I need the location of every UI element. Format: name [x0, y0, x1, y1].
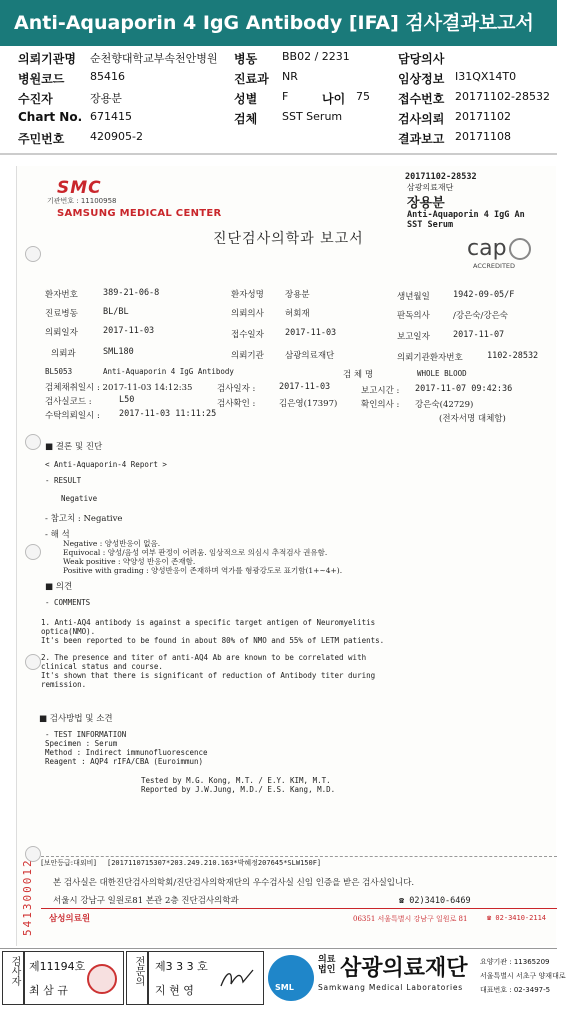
field-label: 생년월일: [397, 292, 430, 302]
label: 임상정보: [398, 72, 445, 86]
field-value: /강은숙/강은숙: [453, 311, 508, 321]
specialist-box: [148, 951, 264, 1005]
report-line: Equivocal : 양성/음성 여부 판정이 어려움. 임상적으로 의심시 추적검사 권유함.: [63, 548, 328, 557]
punch-hole-icon: [25, 544, 41, 560]
specialist-license: 제3 3 3 호: [155, 960, 208, 973]
field-value: 389-21-06-8: [103, 288, 160, 298]
field-value: 삼광의료재단: [285, 351, 335, 361]
field-value: 1102-28532: [487, 351, 539, 361]
label: 접수번호: [398, 92, 445, 106]
field-label: 확인의사 :: [361, 400, 400, 410]
field-label: 보고일자: [397, 332, 430, 342]
field-label: 의뢰기관: [231, 351, 264, 361]
report-line: remission.: [41, 680, 87, 689]
org-english: Samkwang Medical Laboratories: [318, 983, 463, 992]
org-code: 요양기관 : 11365209: [480, 958, 550, 966]
info-row: [0, 50, 557, 68]
section-method: ■ 검사방법 및 소견: [39, 714, 113, 724]
report-line: It's shown that there is significant of reduction of Antibody titer during: [41, 671, 376, 680]
field-label: 검사확인 :: [217, 399, 256, 409]
value: 671415: [90, 110, 132, 123]
field-value: 강은숙(42729): [415, 400, 474, 410]
punch-hole-icon: [25, 654, 41, 670]
value: 20171108: [455, 130, 511, 143]
field-label: 진료병동: [45, 309, 78, 319]
field-value: 장용분: [285, 290, 310, 300]
field-label: 의뢰의사: [231, 309, 264, 319]
field-label: 의뢰기관환자번호: [397, 353, 463, 363]
certification-note: 본 검사실은 대한진단검사의학회/진단검사의학재단의 우수검사실 신임 인증을 받은 검사실입니다.: [53, 878, 415, 888]
value: 20171102-28532: [455, 90, 550, 103]
security-code: [2017110715307*203.249.210.163*박혜정207645*SLW150F]: [107, 859, 322, 867]
label: 병원코드: [18, 72, 65, 86]
info-row: [0, 70, 557, 88]
label: 검사의뢰: [398, 112, 445, 126]
report-line: - 해 석: [45, 530, 70, 540]
divider: [41, 908, 557, 909]
lab-phone: ☎ 02)3410-6469: [399, 896, 471, 906]
punch-hole-icon: [25, 246, 41, 262]
smc-logo: [47, 178, 222, 219]
sml-logo-icon: [268, 955, 314, 1001]
collection-time: 검체채취일시 : 2017-11-03 14:12:35: [45, 383, 193, 393]
label: 병동: [234, 52, 258, 66]
value: 75: [356, 90, 370, 103]
specialist-name: 지 현 영: [155, 984, 194, 997]
reported-by: Reported by J.W.Jung, M.D./ E.S. Kang, M.D.: [141, 785, 336, 794]
field-value: 2017-11-03 11:11:25: [119, 409, 217, 419]
report-line: optica(NMO).: [41, 627, 96, 636]
info-row: [0, 90, 557, 108]
seal-stamp-icon: [87, 964, 117, 994]
punch-hole-icon: [25, 434, 41, 450]
info-row: [0, 110, 557, 128]
value: SST Serum: [282, 110, 343, 123]
value: I31QX14T0: [455, 70, 517, 83]
divider: [41, 856, 557, 857]
report-line: - COMMENTS: [45, 598, 91, 607]
smc-name: SAMSUNG MEDICAL CENTER: [57, 208, 222, 219]
receipt-test: Anti-Aquaporin 4 IgG An: [407, 210, 525, 220]
inspector-box: [24, 951, 124, 1005]
result-value: Negative: [61, 494, 98, 503]
bottom-phone: ☎ 02-3410-2114: [487, 914, 547, 922]
label: 주민번호: [18, 132, 65, 146]
field-label: 수탁의뢰일시 :: [45, 411, 100, 421]
lab-address: 서울시 강남구 일원로81 본관 2층 진단검사의학과: [53, 896, 239, 906]
field-value: 2017-11-07 09:42:36: [415, 384, 513, 394]
info-row: [0, 130, 557, 148]
report-line: - RESULT: [45, 476, 82, 485]
report-title: Anti-Aquaporin 4 IgG Antibody [IFA] 검사결과보고서: [0, 0, 557, 46]
reference-range: - 참고치 : Negative: [45, 514, 123, 524]
inspector-tag: [2, 951, 24, 1005]
org-address: 서울특별시 서초구 양재대로: [480, 972, 566, 980]
section-comments: ■ 의견: [45, 582, 73, 592]
field-value: 2017-11-03: [103, 326, 155, 336]
value: 20171102: [455, 110, 511, 123]
label: Chart No.: [18, 110, 83, 124]
inspector-name: 최 삼 규: [29, 984, 68, 997]
scanned-report: [16, 166, 556, 946]
field-value: 1942-09-05/F: [453, 290, 515, 300]
field-label: 의뢰과: [51, 349, 76, 359]
report-line: Method : Indirect immunofluorescence: [45, 748, 208, 757]
section-conclusion: ■ 결론 및 진단: [45, 442, 103, 452]
label: 나이: [322, 92, 346, 106]
cap-sub: ACCREDITED: [473, 262, 516, 270]
report-line: Weak positive : 약양성 반응이 존재함.: [63, 557, 196, 566]
org-phone: 대표번호 : 02-3497-5: [480, 986, 551, 994]
field-label: 보고시간 :: [361, 386, 400, 396]
field-value: 김은영(17397): [279, 399, 338, 409]
cap-accredited-logo: [467, 236, 547, 272]
bottom-logo: 삼성의료원: [49, 914, 91, 924]
signature-footer: [0, 948, 566, 1009]
cap-mark: cap: [467, 236, 507, 261]
cap-seal-icon: [509, 238, 531, 260]
test-name: Anti-Aquaporin 4 IgG Antibody: [103, 367, 234, 376]
inspector-tag-text: 검사자: [9, 956, 20, 986]
label: 담당의사: [398, 52, 445, 66]
receipt-name: 장용분: [407, 196, 445, 211]
specialist-tag: [126, 951, 148, 1005]
label: 진료과: [234, 72, 269, 86]
document-serial: 541300012: [21, 858, 34, 936]
receipt-org: 삼광의료재단: [407, 183, 454, 192]
esign-note: (전자서명 대체함): [439, 414, 506, 424]
report-line: < Anti-Aquaporin-4 Report >: [45, 460, 167, 469]
value: 420905-2: [90, 130, 143, 143]
label: 의뢰기관명: [18, 52, 76, 66]
test-code: BL5053: [45, 367, 73, 376]
report-line: Positive with grading : 양성반응이 존재하며 역가를 형광강도로 표기함(1+~4+).: [63, 566, 343, 575]
label: 결과보고: [398, 132, 445, 146]
report-line: 1. Anti-AQ4 antibody is against a specific target antigen of Neuromyelitis: [41, 618, 376, 627]
value: BB02 / 2231: [282, 50, 350, 63]
sml-logo-text: SML: [275, 983, 294, 992]
tested-by: Tested by M.G. Kong, M.T. / E.Y. KIM, M.T.: [141, 776, 331, 785]
field-value: BL/BL: [103, 307, 129, 317]
signature-icon: [219, 966, 255, 994]
field-label: 접수일자: [231, 330, 264, 340]
value: NR: [282, 70, 298, 83]
value: F: [282, 90, 289, 103]
institution-number: 기관번호 : 11100958: [47, 197, 117, 205]
field-label: 판독의사: [397, 311, 430, 321]
field-value: 2017-11-07: [453, 330, 505, 340]
field-label: 의뢰일자: [45, 328, 78, 338]
field-label: 검사실코드 :: [45, 397, 92, 407]
field-label: 환자번호: [45, 290, 78, 300]
security-level: [보안등급:대외비]: [41, 859, 97, 867]
patient-info: [0, 50, 557, 150]
field-value: 허회재: [285, 309, 310, 319]
specialist-tag-text: 전문의: [133, 956, 144, 986]
org-prefix: 의료법인: [318, 955, 336, 975]
report-line: Reagent : AQP4 rIFA/CBA (Euroimmun): [45, 757, 204, 766]
label: 성별: [234, 92, 258, 106]
receipt-specimen: SST Serum: [407, 220, 454, 230]
report-heading: 진단검사의학과 보고서: [213, 231, 364, 247]
label: 검체: [234, 112, 258, 126]
org-name: 삼광의료재단: [340, 956, 468, 981]
report-line: It's been reported to be found in about 80% of NMO and 55% of LETM patients.: [41, 636, 385, 645]
report-line: Specimen : Serum: [45, 739, 118, 748]
report-line: - TEST INFORMATION: [45, 730, 127, 739]
report-line: Negative : 양성반응이 없음.: [63, 539, 161, 548]
value: 장용분: [90, 92, 122, 105]
smc-mark: SMC: [57, 178, 102, 198]
inspector-license: 제11194호: [29, 960, 86, 973]
receipt-code: 20171102-28532: [405, 172, 477, 182]
bottom-address: 06351 서울특별시 강남구 일원로 81: [353, 915, 468, 923]
field-value: L50: [119, 395, 135, 405]
field-value: SML180: [103, 347, 134, 357]
specimen-label: 검 체 명: [343, 370, 374, 380]
report-line: 2. The presence and titer of anti-AQ4 Ab are known to be correlated with: [41, 653, 367, 662]
label: 수진자: [18, 92, 53, 106]
field-value: 2017-11-03: [285, 328, 337, 338]
field-label: 환자성명: [231, 290, 264, 300]
value: 순천향대학교부속천안병원: [90, 52, 218, 65]
divider: [0, 153, 557, 155]
field-value: 2017-11-03: [279, 382, 331, 392]
field-label: 검사일자 :: [217, 384, 256, 394]
value: 85416: [90, 70, 125, 83]
specimen-value: WHOLE BLOOD: [417, 369, 467, 378]
report-line: clinical status and course.: [41, 662, 163, 671]
